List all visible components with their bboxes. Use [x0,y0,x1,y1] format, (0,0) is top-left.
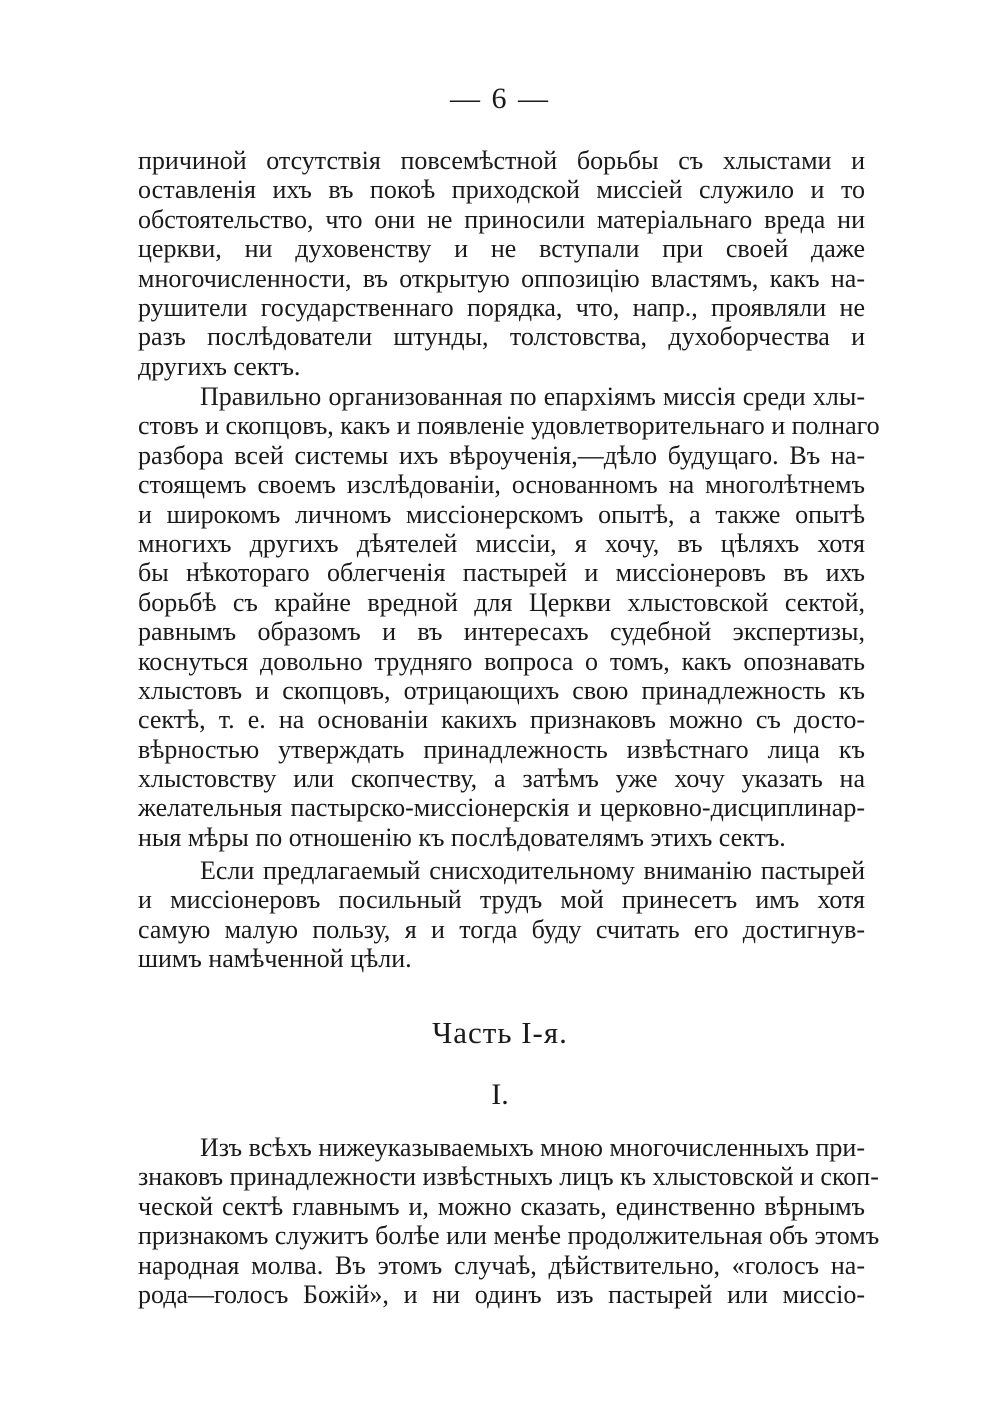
text-line: Если предлагаемый снисходительному вниманію пастырей [200,856,865,885]
text-line: стовъ и скопцовъ, какъ и появленіе удовлетворительнаго и полнаго [138,411,880,441]
text-line: Правильно организованная по епархіямъ миссія среди хлы- [200,382,865,411]
text-line: оставленія ихъ въ покоѣ приходской миссіей служило и то [138,175,865,205]
part-heading: Часть I-я. [432,1015,568,1050]
text-line: хлыстовству или скопчеству, а затѣмъ уже хочу указать на [138,764,865,794]
text-line: вѣрностью утверждать принадлежность извѣстнаго лица къ [138,734,865,764]
text-line: бы нѣкотораго облегченія пастырей и миссіонеровъ въ ихъ [138,558,865,588]
text-line: рода—голосъ Божій», и ни одинъ изъ пастырей или миссіо- [138,1279,865,1309]
text-line: сектѣ, т. е. на основаніи какихъ признаковъ можно съ досто- [138,705,865,735]
text-line: рушители государственнаго порядка, что, напр., проявляли не [138,292,865,322]
text-line: Изъ всѣхъ нижеуказываемыхъ мною многочисленныхъ при- [200,1133,865,1162]
text-line: ныя мѣры по отношенію къ послѣдователямъ этихъ сектъ. [138,822,786,852]
text-line: обстоятельство, что они не приносили матеріальнаго вреда ни [138,204,865,234]
text-line: самую малую пользу, я и тогда буду считать его достигнув- [138,914,865,944]
text-line: стоящемъ своемъ изслѣдованіи, основанномъ на многолѣтнемъ [138,470,865,500]
paragraph-4 [138,1133,880,1309]
text-line: разъ послѣдователи штунды, толстовства, духоборчества и [138,322,865,352]
text-line: церкви, ни духовенству и не вступали при своей даже [138,234,865,264]
text-line: знаковъ принадлежности извѣстныхъ лицъ къ хлыстовской и скоп- [138,1162,879,1192]
page-number: — 6 — [450,82,550,115]
text-line: другихъ сектъ. [138,351,301,381]
text-line: многочисленности, въ открытую оппозицію властямъ, какъ на- [138,263,865,293]
text-line: шимъ намѣченной цѣли. [138,944,412,974]
text-line: причиной отсутствія повсемѣстной борьбы съ хлыстами и [138,146,865,175]
paragraph-1 [138,146,865,381]
text-line: желательныя пастырско-миссіонерскія и церковно-дисциплинар- [138,793,865,823]
text-line: многихъ другихъ дѣятелей миссіи, я хочу, въ цѣляхъ хотя [138,528,865,558]
text-line: разбора всей системы ихъ вѣроученія,—дѣло будущаго. Въ на- [138,440,865,470]
text-line: равнымъ образомъ и въ интересахъ судебной экспертизы, [138,617,865,647]
text-line: ческой сектѣ главнымъ и, можно сказать, единственно вѣрнымъ [138,1191,865,1221]
text-line: признакомъ служитъ болѣе или менѣе продолжительная объ этомъ [138,1221,880,1251]
text-line: хлыстовъ и скопцовъ, отрицающихъ свою принадлежность къ [138,675,865,705]
paragraph-3 [138,856,865,974]
text-line: борьбѣ съ крайне вредной для Церкви хлыстовской сектой, [138,587,865,617]
text-line: народная молва. Въ этомъ случаѣ, дѣйствительно, «голосъ на- [138,1250,865,1280]
text-line: коснуться довольно трудняго вопроса о томъ, какъ опознавать [138,646,865,676]
section-heading: I. [491,1078,509,1111]
paragraph-2 [138,382,880,852]
text-line: и миссіонеровъ посильный трудъ мой принесетъ имъ хотя [138,885,865,915]
text-line: и широкомъ личномъ миссіонерскомъ опытѣ, а также опытѣ [138,499,865,529]
